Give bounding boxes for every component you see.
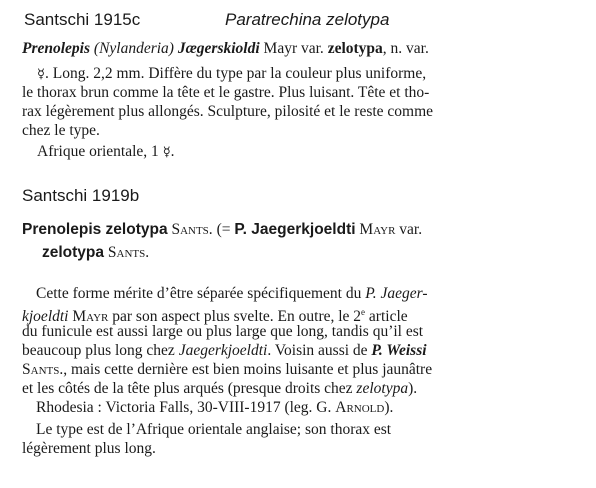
entry1-locality xyxy=(37,142,175,162)
var-name: zelotypa xyxy=(327,40,383,57)
author-ref: Mayr xyxy=(72,308,109,326)
locality-end: ). xyxy=(384,399,394,416)
citation-header-1919b: Santschi 1919b xyxy=(22,186,140,205)
p2-line-2: légèrement plus long. xyxy=(22,440,156,457)
p1-line-4 xyxy=(22,341,427,360)
locality-end: . xyxy=(170,143,175,160)
p1-text: ). xyxy=(408,380,418,397)
p1-line-3: du funicule est aussi large ou plus large que long, tandis qu’il est xyxy=(22,323,424,340)
p1-text: par son aspect plus svelte. En outre, le 2 xyxy=(112,308,362,326)
synonym-name: P. Jaegerkjoeldti xyxy=(234,221,356,238)
entry1-line-2: le thorax brun comme la tête et le gastre. Plus luisant. Tête et tho- xyxy=(22,84,430,101)
p1-text: article xyxy=(368,308,408,326)
p1-text: beaucoup plus long chez xyxy=(22,342,175,359)
var-prefix: var. xyxy=(301,40,324,57)
author-name: Mayr xyxy=(263,40,298,57)
entry2-taxon-line-2 xyxy=(42,243,149,262)
species-ref: P. Weissi xyxy=(371,342,427,359)
taxon-name: Prenolepis zelotypa xyxy=(22,221,168,238)
status-text: , n. var. xyxy=(382,40,429,57)
var-word: var. xyxy=(399,221,423,238)
citation-header-1915c: Santschi 1915c xyxy=(24,10,141,29)
entry1-taxon-line xyxy=(22,39,429,58)
p1-line-5 xyxy=(22,360,432,379)
species-ref: Jaegerkjoeldti xyxy=(178,342,268,359)
species-ref: kjoeldti xyxy=(22,308,69,326)
var-author: Sants. xyxy=(107,244,150,261)
entry1-line-1 xyxy=(37,64,426,84)
entry1-line-3: rax légèrement plus allongés. Sculpture, pilosité et le reste comme xyxy=(22,103,434,120)
species-ref: zelotypa xyxy=(356,380,409,397)
p1-line-1 xyxy=(36,284,427,303)
worker-symbol-icon: ☿ xyxy=(37,67,45,82)
worker-symbol-icon: ☿ xyxy=(162,145,171,160)
superscript: e xyxy=(361,307,366,317)
entry1-line-4: chez le type. xyxy=(22,122,100,139)
var-name: zelotypa xyxy=(42,244,105,261)
collector-name: Arnold xyxy=(335,399,385,416)
author-ref: Sants. xyxy=(22,361,64,378)
p1-text: , mais cette dernière est bien moins luisante et plus jaunâtre xyxy=(63,361,433,378)
p1-line-6 xyxy=(22,379,417,398)
p1-text: Cette forme mérite d’être séparée spécifiquement du xyxy=(36,285,362,302)
locality-text: Afrique orientale, 1 xyxy=(37,143,159,160)
synonym-open: (= xyxy=(216,221,231,238)
species-header: Paratrechina zelotypa xyxy=(225,10,390,29)
species-name: Jægerskioldi xyxy=(177,40,260,57)
entry2-taxon-line-1 xyxy=(22,220,422,239)
genus-name: Prenolepis xyxy=(22,40,91,57)
subgenus-name: (Nylanderia) xyxy=(93,40,174,57)
p1-text: et les côtés de la tête plus arqués (presque droits chez xyxy=(22,380,353,397)
locality-text: Rhodesia : Victoria Falls, 30-VIII-1917 (leg. G. xyxy=(36,399,332,416)
p2-line-1: Le type est de l’Afrique orientale anglaise; son thorax est xyxy=(36,421,392,438)
locality-rhodesia xyxy=(36,398,393,417)
entry1-text-1: . Long. 2,2 mm. Diffère du type par la couleur plus uniforme, xyxy=(44,65,427,82)
taxon-author: Sants. xyxy=(171,221,213,238)
synonym-author: Mayr xyxy=(359,221,396,238)
species-ref: P. Jaeger- xyxy=(365,285,428,302)
p1-text: . Voisin aussi de xyxy=(267,342,368,359)
